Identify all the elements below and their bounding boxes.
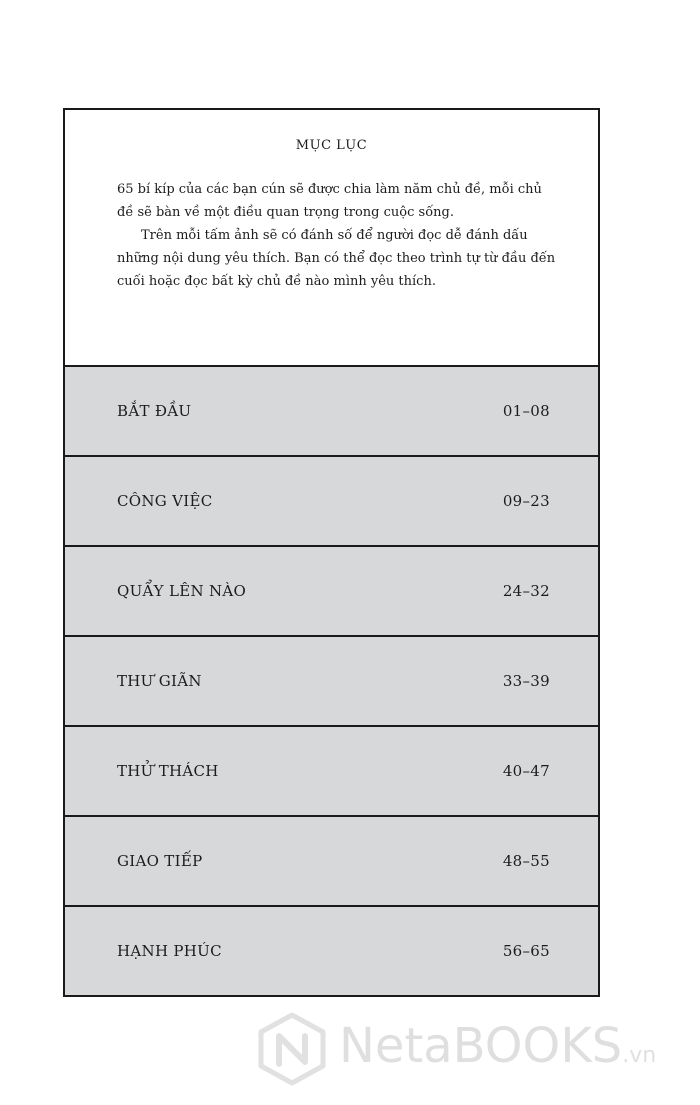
- chapter-range: 33–39: [502, 672, 550, 690]
- chapter-range: 01–08: [502, 402, 550, 420]
- watermark-brand: [339, 1018, 656, 1074]
- intro-paragraph-2: Trên mỗi tấm ảnh sẽ có đánh số để người đọc dễ đánh dấu những nội dung yêu thích. Bạn có thể đọc theo trình tự từ đầu đến cuối hoặc đọc bất kỳ chủ đề nào mình yêu thích.: [117, 228, 556, 289]
- chapter-row: [65, 907, 598, 995]
- chapter-row: [65, 727, 598, 817]
- chapter-range: 24–32: [502, 582, 550, 600]
- chapter-label: QUẨY LÊN NÀO: [117, 582, 247, 600]
- chapter-range: 09–23: [502, 492, 550, 510]
- chapter-row: [65, 817, 598, 907]
- chapter-row: [65, 367, 598, 457]
- netabooks-logo-icon: [255, 1012, 329, 1086]
- chapter-label: THƯ GIÃN: [117, 672, 202, 690]
- watermark: [255, 1008, 695, 1088]
- chapter-label: BẮT ĐẦU: [117, 402, 192, 420]
- chapter-label: GIAO TIẾP: [117, 852, 203, 870]
- chapter-range: 40–47: [502, 762, 550, 780]
- watermark-tld: .vn: [622, 1043, 657, 1068]
- chapter-label: HẠNH PHÚC: [117, 942, 222, 960]
- chapter-row: [65, 637, 598, 727]
- chapter-label: CÔNG VIỆC: [117, 492, 213, 510]
- chapter-row: [65, 547, 598, 637]
- chapter-range: 56–65: [502, 942, 550, 960]
- toc-title: MỤC LỤC: [295, 138, 368, 153]
- chapter-range: 48–55: [502, 852, 550, 870]
- chapter-row: [65, 457, 598, 547]
- intro-paragraph-1: 65 bí kíp của các bạn cún sẽ được chia làm năm chủ đề, mỗi chủ đề sẽ bàn về một điều quan trọng trong cuộc sống.: [117, 182, 542, 220]
- intro-text: [117, 178, 557, 293]
- toc-intro: [65, 110, 598, 367]
- toc-box: [63, 108, 600, 997]
- chapter-label: THỬ THÁCH: [117, 762, 219, 780]
- watermark-brand-name: NetaBOOKS: [339, 1018, 623, 1074]
